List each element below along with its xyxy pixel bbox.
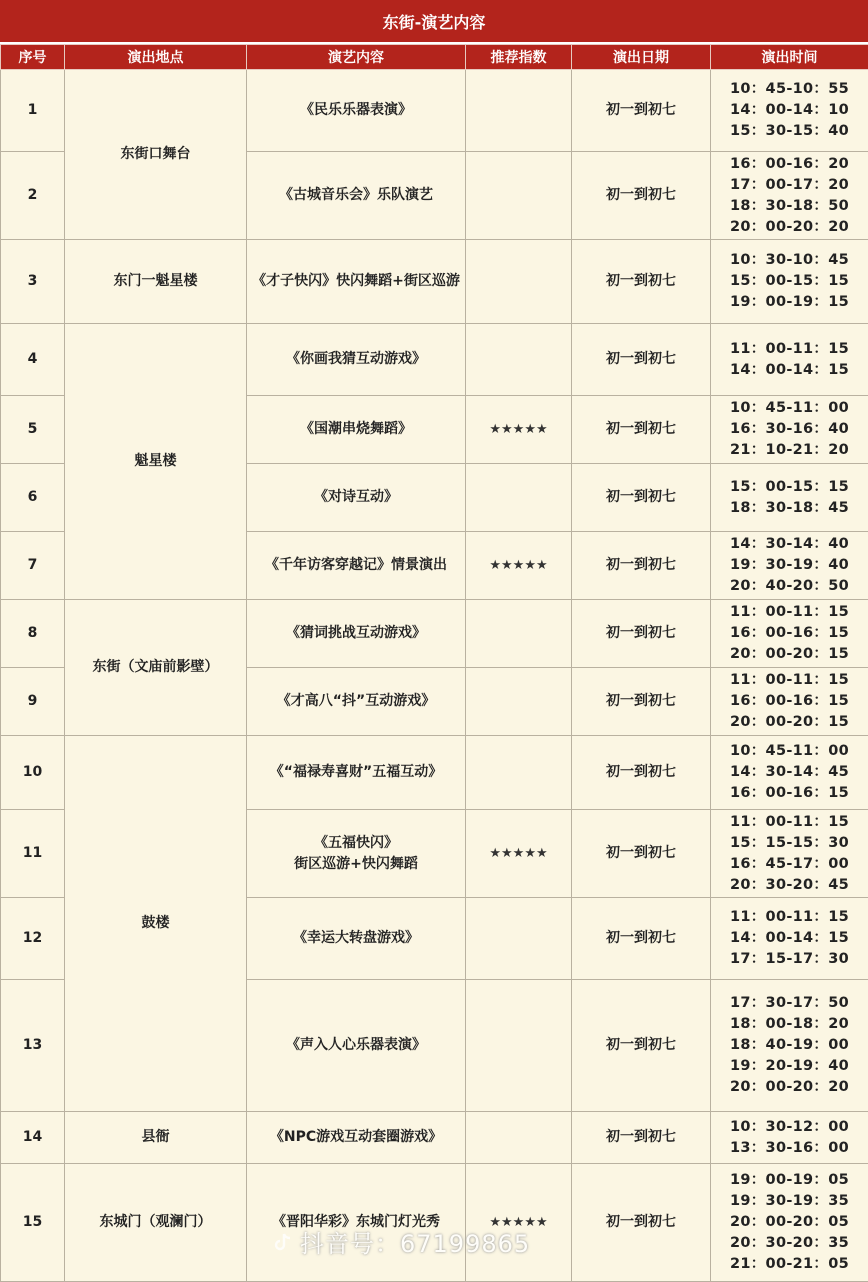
row-number: 7: [1, 532, 65, 600]
stars-cell: ★★★★★: [466, 396, 572, 464]
content-cell: 《国潮串烧舞蹈》: [247, 396, 466, 464]
stars-cell: ★★★★★: [466, 810, 572, 898]
date-cell: 初一到初七: [572, 736, 711, 810]
date-cell: 初一到初七: [572, 240, 711, 324]
stars-cell: ★★★★★: [466, 1164, 572, 1282]
content-cell: 《古城音乐会》乐队演艺: [247, 152, 466, 240]
schedule-table: [0, 44, 868, 1282]
table-row: [1, 240, 868, 324]
date-cell: 初一到初七: [572, 810, 711, 898]
watermark-text: 抖音号：67199865: [300, 1224, 530, 1259]
header-date: 演出日期: [572, 45, 711, 70]
date-cell: 初一到初七: [572, 1112, 711, 1164]
location-cell: 魁星楼: [65, 324, 247, 600]
times-cell: 19：00-19：05 19：30-19：35 20：00-20：05 20：30-20：35 21：00-21：05: [711, 1164, 868, 1282]
times-cell: 10：45-11：00 16：30-16：40 21：10-21：20: [711, 396, 868, 464]
date-cell: 初一到初七: [572, 600, 711, 668]
content-cell: 《才子快闪》快闪舞蹈+街区巡游: [247, 240, 466, 324]
header-location: 演出地点: [65, 45, 247, 70]
row-number: 6: [1, 464, 65, 532]
table-row: [1, 70, 868, 152]
times-cell: 10：45-11：00 14：30-14：45 16：00-16：15: [711, 736, 868, 810]
row-number: 14: [1, 1112, 65, 1164]
stars-cell: [466, 898, 572, 980]
content-cell: 《NPC游戏互动套圈游戏》: [247, 1112, 466, 1164]
times-cell: 15：00-15：15 18：30-18：45: [711, 464, 868, 532]
row-number: 8: [1, 600, 65, 668]
date-cell: 初一到初七: [572, 324, 711, 396]
page-title: 东街-演艺内容: [0, 0, 868, 44]
times-cell: 14：30-14：40 19：30-19：40 20：40-20：50: [711, 532, 868, 600]
times-cell: 17：30-17：50 18：00-18：20 18：40-19：00 19：20-19：40 20：00-20：20: [711, 980, 868, 1112]
times-cell: 11：00-11：15 16：00-16：15 20：00-20：15: [711, 668, 868, 736]
table-row: [1, 324, 868, 396]
content-cell: 《猜词挑战互动游戏》: [247, 600, 466, 668]
row-number: 10: [1, 736, 65, 810]
times-cell: 11：00-11：15 14：00-14：15 17：15-17：30: [711, 898, 868, 980]
stars-cell: [466, 240, 572, 324]
date-cell: 初一到初七: [572, 532, 711, 600]
date-cell: 初一到初七: [572, 152, 711, 240]
table-row: [1, 1164, 868, 1282]
stars-cell: [466, 600, 572, 668]
content-cell: 《声入人心乐器表演》: [247, 980, 466, 1112]
stars-cell: [466, 668, 572, 736]
stars-cell: [466, 736, 572, 810]
header-content: 演艺内容: [247, 45, 466, 70]
row-number: 12: [1, 898, 65, 980]
location-cell: 东城门（观澜门）: [65, 1164, 247, 1282]
times-cell: 10：30-10：45 15：00-15：15 19：00-19：15: [711, 240, 868, 324]
row-number: 2: [1, 152, 65, 240]
header-times: 演出时间: [711, 45, 868, 70]
date-cell: 初一到初七: [572, 1164, 711, 1282]
times-cell: 16：00-16：20 17：00-17：20 18：30-18：50 20：00-20：20: [711, 152, 868, 240]
row-number: 15: [1, 1164, 65, 1282]
header-stars: 推荐指数: [466, 45, 572, 70]
content-cell: 《“福禄寿喜财”五福互动》: [247, 736, 466, 810]
stars-cell: [466, 70, 572, 152]
content-cell: 《幸运大转盘游戏》: [247, 898, 466, 980]
header-no: 序号: [1, 45, 65, 70]
date-cell: 初一到初七: [572, 980, 711, 1112]
stars-cell: ★★★★★: [466, 532, 572, 600]
row-number: 9: [1, 668, 65, 736]
date-cell: 初一到初七: [572, 668, 711, 736]
date-cell: 初一到初七: [572, 898, 711, 980]
location-cell: 鼓楼: [65, 736, 247, 1112]
stars-cell: [466, 152, 572, 240]
stars-cell: [466, 464, 572, 532]
row-number: 1: [1, 70, 65, 152]
content-cell: 《民乐乐器表演》: [247, 70, 466, 152]
row-number: 3: [1, 240, 65, 324]
times-cell: 11：00-11：15 14：00-14：15: [711, 324, 868, 396]
header-row: [1, 45, 868, 70]
row-number: 13: [1, 980, 65, 1112]
times-cell: 10：45-10：55 14：00-14：10 15：30-15：40: [711, 70, 868, 152]
row-number: 4: [1, 324, 65, 396]
content-cell: 《你画我猜互动游戏》: [247, 324, 466, 396]
times-cell: 11：00-11：15 16：00-16：15 20：00-20：15: [711, 600, 868, 668]
content-cell: 《对诗互动》: [247, 464, 466, 532]
location-cell: 东门一魁星楼: [65, 240, 247, 324]
date-cell: 初一到初七: [572, 396, 711, 464]
table-row: [1, 600, 868, 668]
location-cell: 东街口舞台: [65, 70, 247, 240]
content-cell: 《五福快闪》 街区巡游+快闪舞蹈: [247, 810, 466, 898]
location-cell: 东街（文庙前影壁）: [65, 600, 247, 736]
content-cell: 《千年访客穿越记》情景演出: [247, 532, 466, 600]
table-row: [1, 736, 868, 810]
times-cell: 10：30-12：00 13：30-16：00: [711, 1112, 868, 1164]
content-cell: 《才高八“抖”互动游戏》: [247, 668, 466, 736]
stars-cell: [466, 980, 572, 1112]
stars-cell: [466, 324, 572, 396]
times-cell: 11：00-11：15 15：15-15：30 16：45-17：00 20：30-20：45: [711, 810, 868, 898]
content-cell: 《晋阳华彩》东城门灯光秀: [247, 1164, 466, 1282]
date-cell: 初一到初七: [572, 70, 711, 152]
row-number: 5: [1, 396, 65, 464]
location-cell: 县衙: [65, 1112, 247, 1164]
stars-cell: [466, 1112, 572, 1164]
table-row: [1, 1112, 868, 1164]
row-number: 11: [1, 810, 65, 898]
date-cell: 初一到初七: [572, 464, 711, 532]
